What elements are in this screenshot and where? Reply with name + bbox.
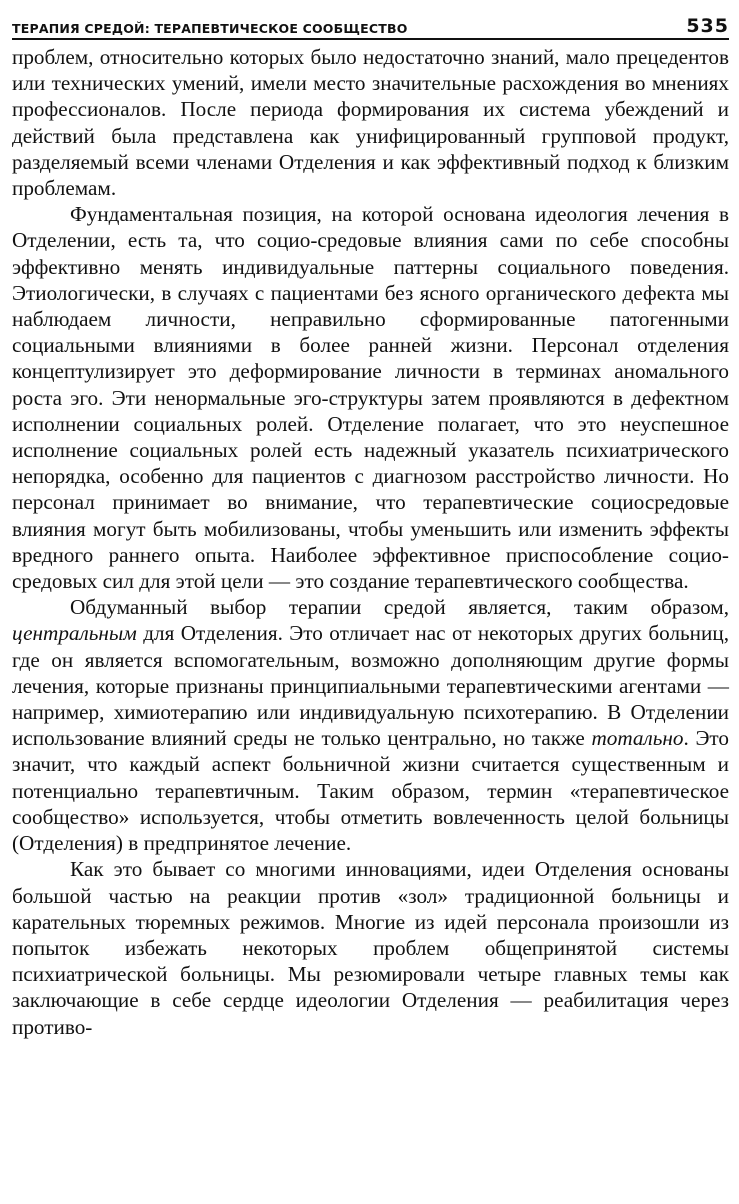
paragraph-2: Фундаментальная позиция, на которой основана идеология лечения в Отделении, есть та, что социо-средовые влияния сами по себе способны эффективно менять индивидуальные паттерны социального поведения. Этиологически, в случаях с пациентами без ясного органического дефекта мы наблюдаем личности, неправильно сформированные патогенными социальными влияниями в более ранней жизни. Персонал отделения концептулизирует это деформирование личности в терминах аномального роста эго. Эти ненормальные эго-структуры затем проявляются в дефектном исполнении социальных ролей. Отделение полагает, что это неуспешное исполнение социальных ролей есть надежный указатель психиатрического непорядка, особенно для пациентов с диагнозом расстройство личности. Но персонал принимает во внимание, что терапевтические социосредовые влияния могут быть мобилизованы, чтобы уменьшить или изменить эффекты вредного раннего опыта. Наиболее эффективное приспособление социо-средовых сил для этой цели — это создание терапевтического сообщества. <box>12 202 729 594</box>
paragraph-3-part-a: Обдуманный выбор терапии средой является, таким образом, <box>70 595 729 620</box>
paragraph-1: проблем, относительно которых было недостаточно знаний, мало прецедентов или технических умений, имели место значительные расхождения во мнениях профессионалов. После периода формирования их система убеждений и действий была представлена как унифицированный групповой продукт, разделяемый всеми членами Отделения и как эффективный подход к близким проблемам. <box>12 45 729 201</box>
paragraph-3-part-b: для Отделения. Это отличает нас от некоторых других больниц, где он является вспомогательным, возможно дополняющим другие формы лечения, которые признаны принципиальными терапевтическими агентами — например, химиотерапию или индивидуальную психотерапию. В Отделении использование влияний среды не только центрально, но также <box>12 621 729 751</box>
paragraph-4: Как это бывает со многими инновациями, идеи Отделения основаны большой частью на реакции против «зол» традиционной больницы и карательных тюремных режимов. Многие из идей персонала произошли из попыток избежать некоторых проблем общепринятой системы психиатрической больницы. Мы резюмировали четыре главных темы как заключающие в себе сердце идеологии Отделения — реабилитация через противо- <box>12 857 729 1039</box>
paragraph-3-part-c: . Это значит, что каждый аспект больничной жизни считается существенным и потенциально терапевтичным. Таким образом, термин «терапевтическое сообщество» используется, чтобы отметить вовлеченность целой больницы (Отделения) в предпринятое лечение. <box>12 726 729 856</box>
page-header <box>12 0 729 40</box>
running-head: ТЕРАПИЯ СРЕДОЙ: ТЕРАПЕВТИЧЕСКОЕ СООБЩЕСТВО <box>12 21 408 36</box>
emphasis-central: центральным <box>12 621 137 646</box>
paragraph-3 <box>12 594 729 856</box>
emphasis-total: тотально <box>591 726 684 751</box>
body-text <box>12 44 729 1040</box>
page-number: 535 <box>686 15 729 37</box>
